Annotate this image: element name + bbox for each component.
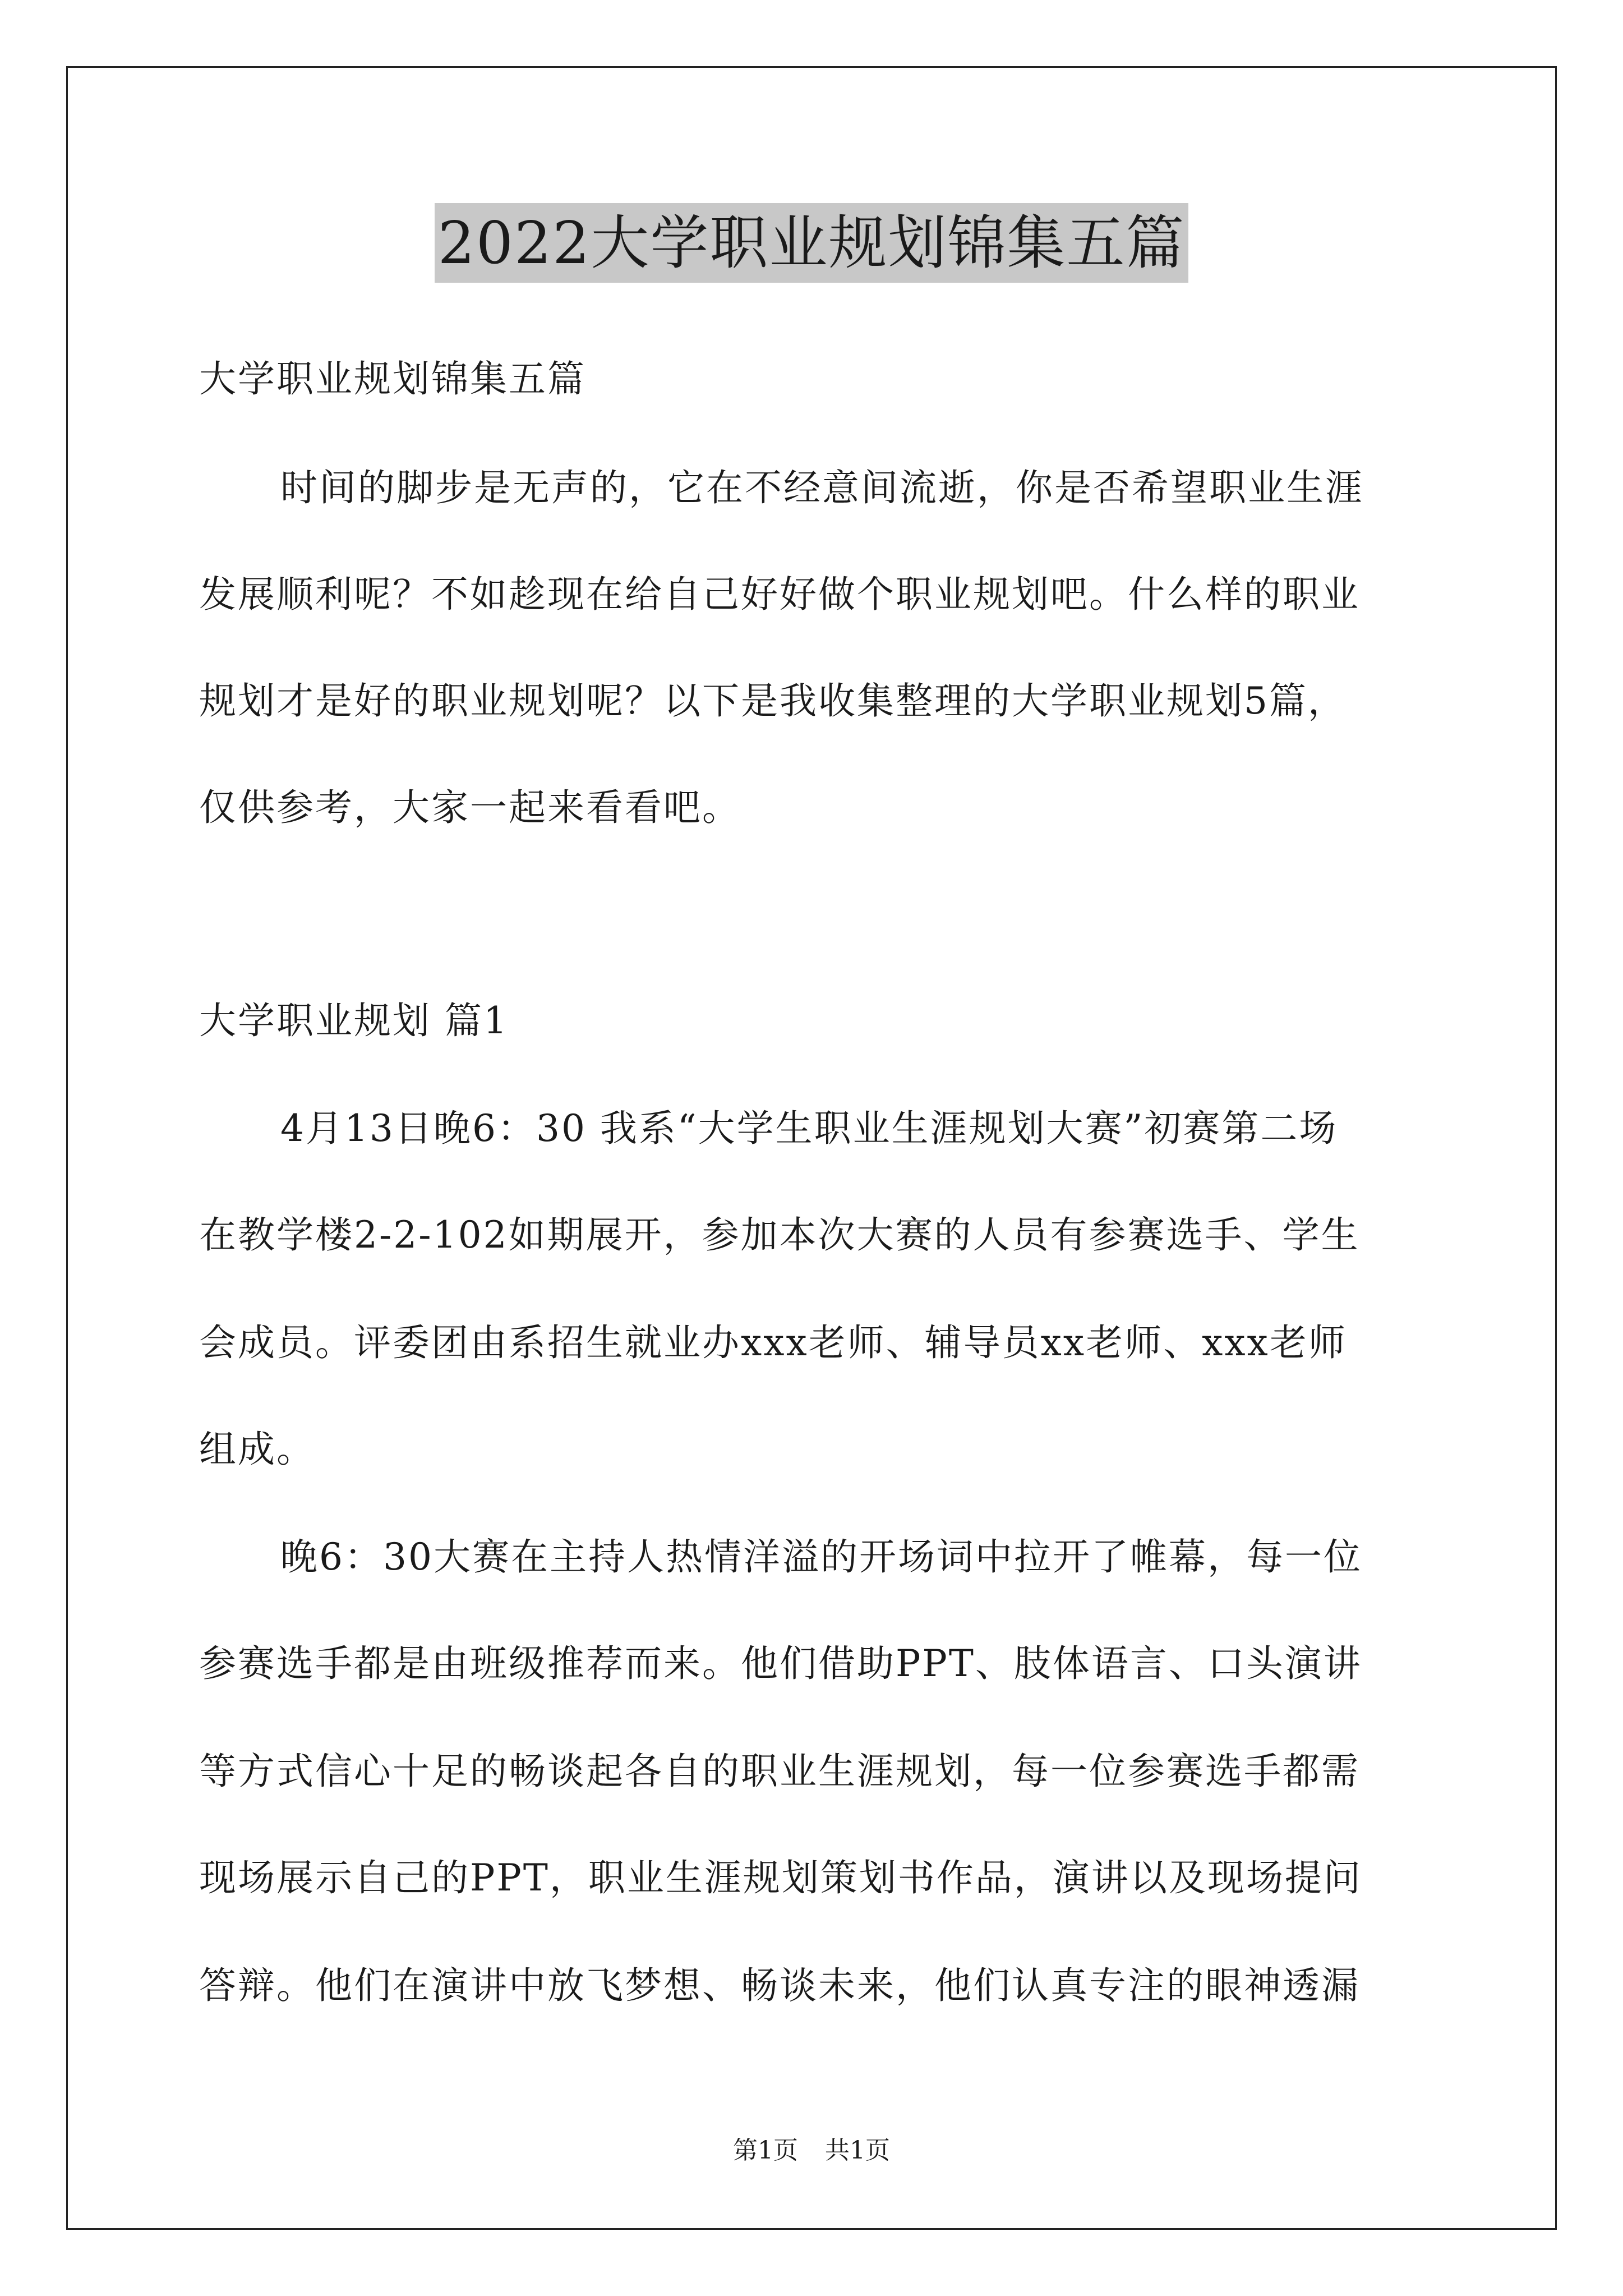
intro-line: 时间的脚步是无声的，它在不经意间流逝，你是否希望职业生涯 xyxy=(280,466,1364,509)
intro-line: 仅供参考，大家一起来看看吧。 xyxy=(199,786,741,829)
page-total: 共1页 xyxy=(825,2136,890,2165)
title-container xyxy=(0,203,1623,283)
paragraph-line: 会成员。评委团由系招生就业办xxx老师、辅导员xx老师、xxx老师 xyxy=(199,1321,1347,1364)
paragraph-line: 参赛选手都是由班级推荐而来。他们借助PPT、肢体语言、口头演讲 xyxy=(199,1642,1362,1685)
page-number: 第1页 xyxy=(733,2136,798,2165)
paragraph-line: 等方式信心十足的畅谈起各自的职业生涯规划，每一位参赛选手都需 xyxy=(199,1750,1360,1793)
intro-line: 规划才是好的职业规划呢？以下是我收集整理的大学职业规划5篇， xyxy=(199,679,1347,723)
document-subtitle: 大学职业规划锦集五篇 xyxy=(199,357,586,401)
document-title: 2022大学职业规划锦集五篇 xyxy=(435,203,1189,283)
paragraph-line: 在教学楼2-2-102如期展开，参加本次大赛的人员有参赛选手、学生 xyxy=(199,1213,1360,1257)
section-heading: 大学职业规划 篇1 xyxy=(199,999,509,1042)
paragraph-line: 组成。 xyxy=(199,1428,315,1471)
paragraph-line: 4月13日晚6：30 我系“大学生职业生涯规划大赛”初赛第二场 xyxy=(280,1107,1338,1150)
page-footer xyxy=(0,2135,1623,2166)
paragraph-line: 现场展示自己的PPT，职业生涯规划策划书作品，演讲以及现场提问 xyxy=(199,1856,1362,1899)
paragraph-line: 答辩。他们在演讲中放飞梦想、畅谈未来，他们认真专注的眼神透漏 xyxy=(199,1964,1360,2007)
paragraph-line: 晚6：30大赛在主持人热情洋溢的开场词中拉开了帷幕，每一位 xyxy=(280,1535,1362,1579)
intro-line: 发展顺利呢？不如趁现在给自己好好做个职业规划吧。什么样的职业 xyxy=(199,573,1360,616)
